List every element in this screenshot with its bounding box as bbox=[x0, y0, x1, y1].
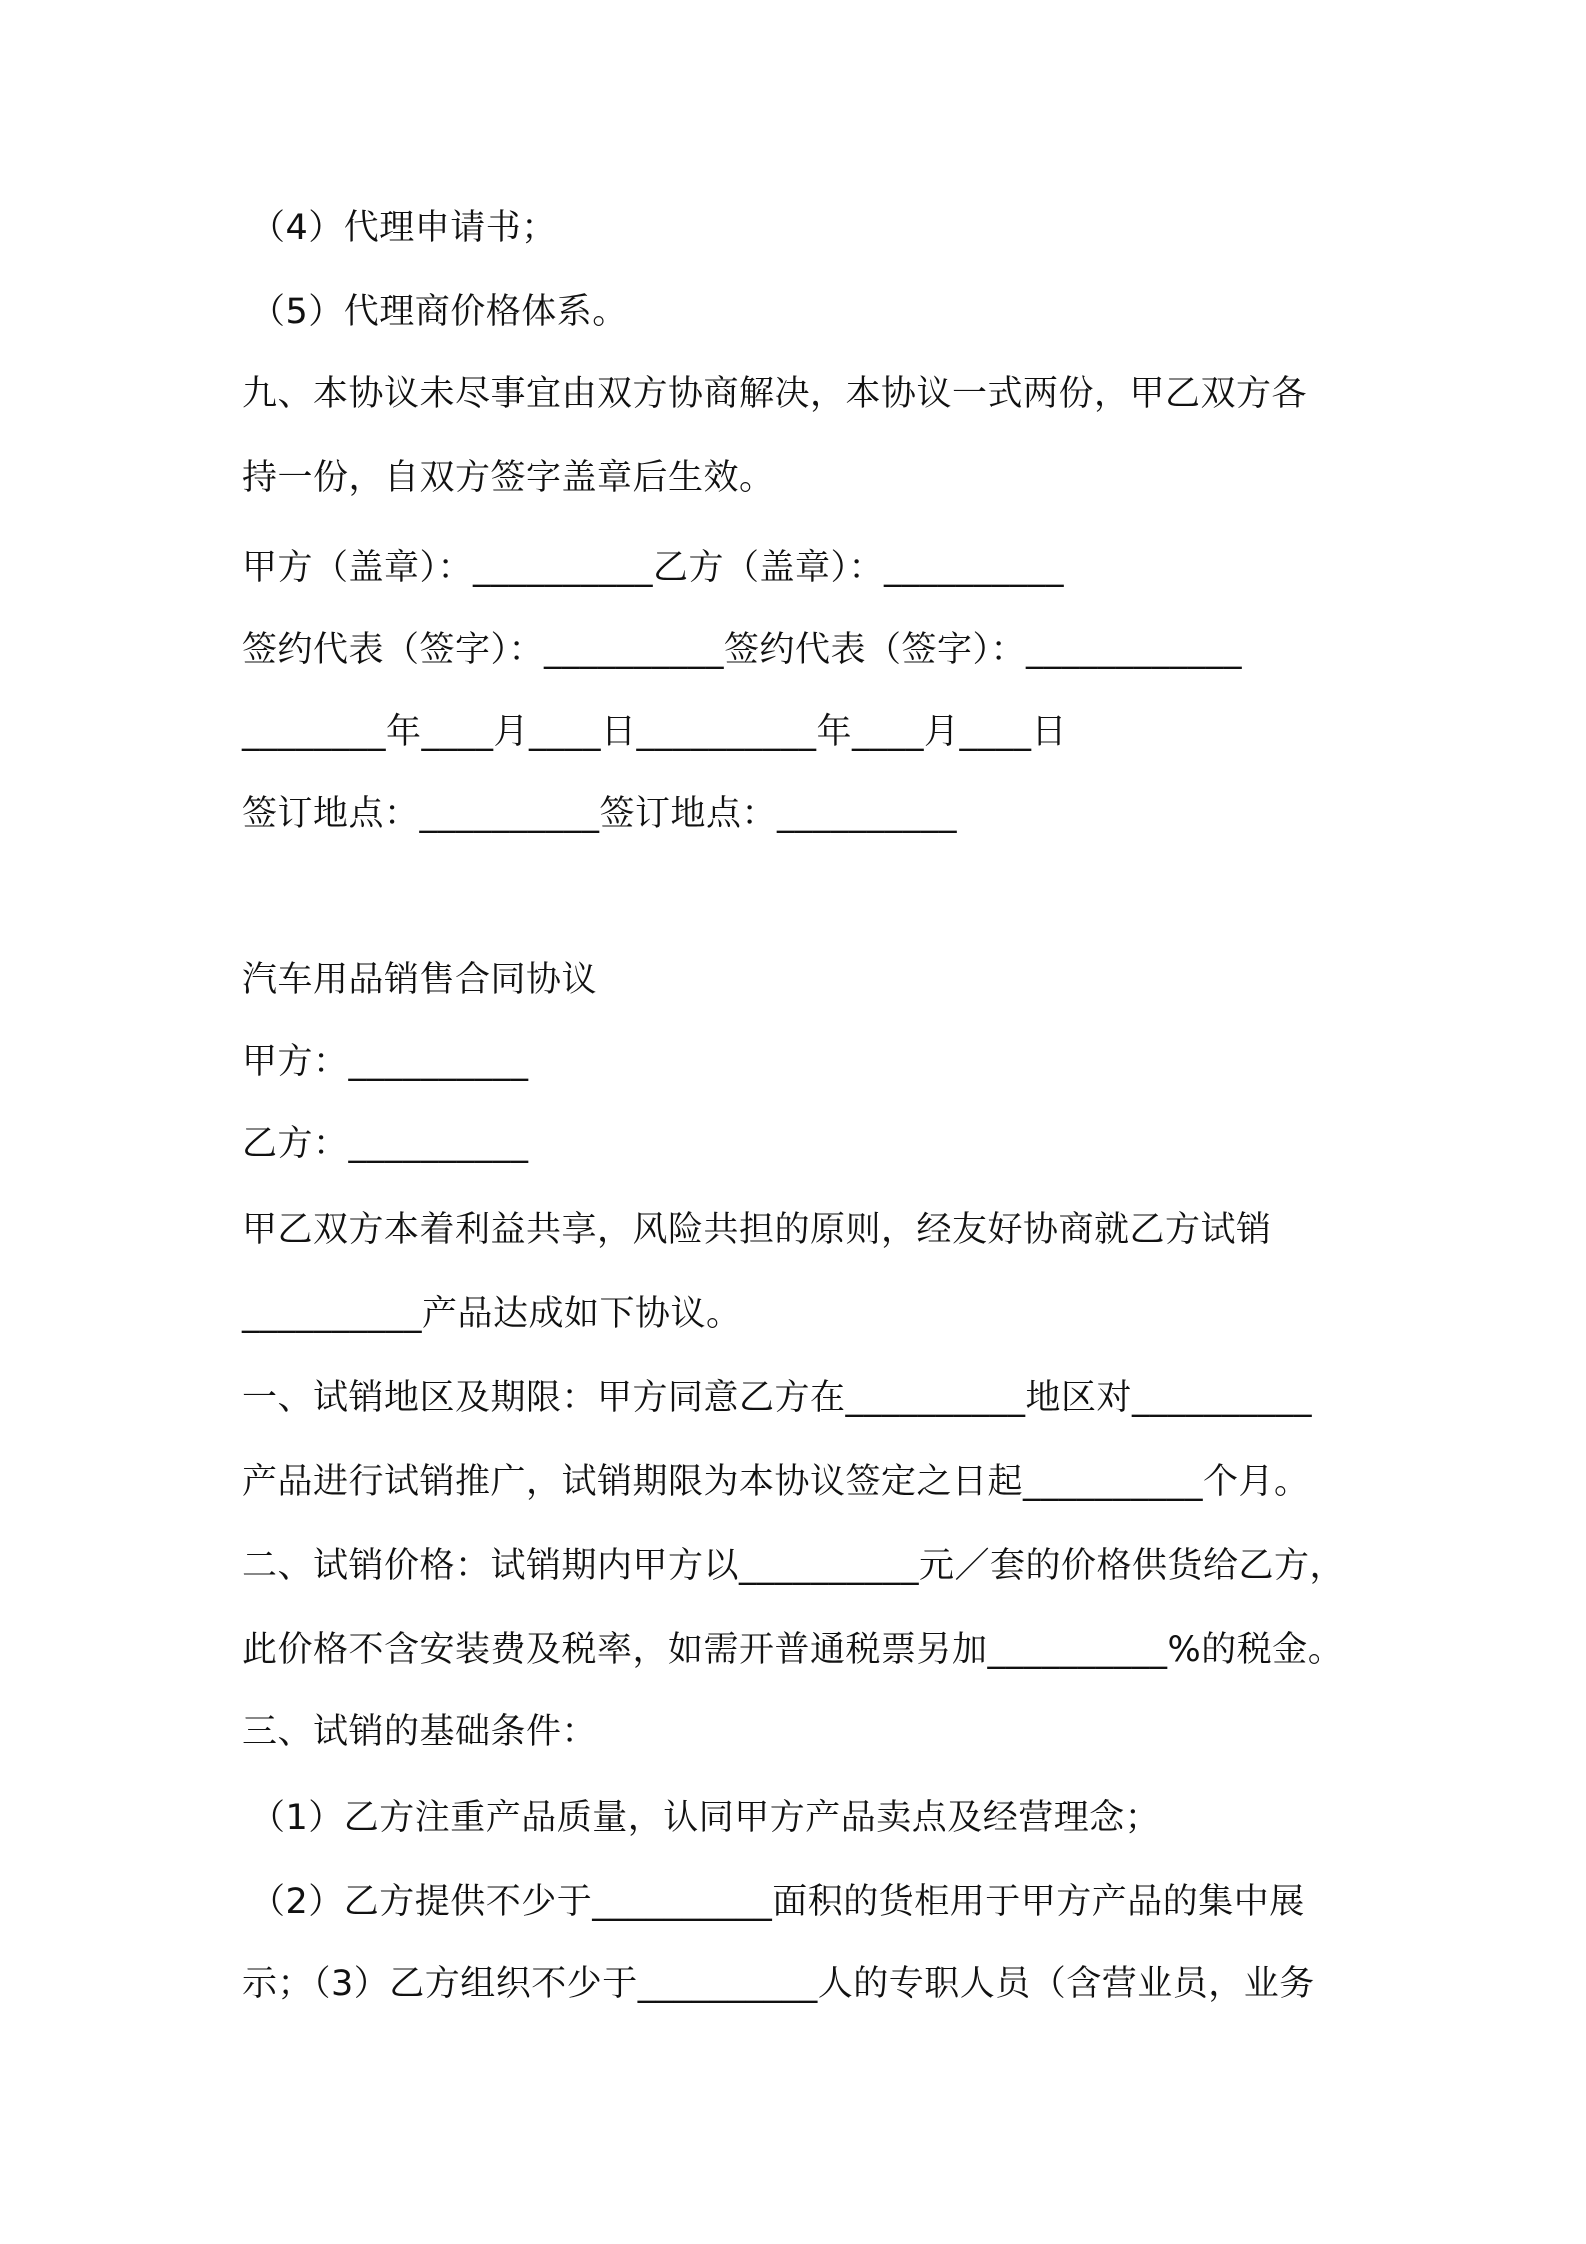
clause-nine-line-1: 九、本协议未尽事宜由双方协商解决，本协议一式两份，甲乙双方各 bbox=[242, 374, 1308, 414]
clause-two-line-2: 此价格不含安装费及税率，如需开普通税票另加__________%的税金。 bbox=[242, 1630, 1344, 1670]
intro-paragraph-line-1: 甲乙双方本着利益共享，风险共担的原则，经友好协商就乙方试销 bbox=[242, 1210, 1272, 1250]
party-a-line: 甲方：__________ bbox=[242, 1042, 529, 1082]
condition-item-2-line-1: （2）乙方提供不少于__________面积的货柜用于甲方产品的集中展 bbox=[250, 1882, 1305, 1922]
condition-item-2-line-2: 示；（3）乙方组织不少于__________人的专职人员（含营业员，业务 bbox=[242, 1964, 1315, 2004]
signing-date-line: ________年____月____日__________年____月____日 bbox=[242, 712, 1068, 752]
condition-item-1: （1）乙方注重产品质量，认同甲方产品卖点及经营理念； bbox=[250, 1798, 1161, 1838]
clause-nine-line-2: 持一份，自双方签字盖章后生效。 bbox=[242, 458, 775, 498]
signing-place-line: 签订地点：__________签订地点：__________ bbox=[242, 794, 958, 834]
clause-one-line-1: 一、试销地区及期限：甲方同意乙方在__________地区对__________ bbox=[242, 1378, 1313, 1418]
document-title: 汽车用品销售合同协议 bbox=[242, 960, 598, 1000]
intro-paragraph-line-2: __________产品达成如下协议。 bbox=[242, 1294, 742, 1334]
clause-one-line-2: 产品进行试销推广，试销期限为本协议签定之日起__________个月。 bbox=[242, 1462, 1310, 1502]
representative-signature-line: 签约代表（签字）：__________签约代表（签字）：____________ bbox=[242, 630, 1243, 670]
clause-two-line-1: 二、试销价格：试销期内甲方以__________元／套的价格供货给乙方， bbox=[242, 1546, 1346, 1586]
list-item-agent-price-system: （5）代理商价格体系。 bbox=[250, 292, 628, 332]
party-b-line: 乙方：__________ bbox=[242, 1124, 529, 1164]
clause-three-heading: 三、试销的基础条件： bbox=[242, 1712, 598, 1752]
list-item-agency-application: （4）代理申请书； bbox=[250, 208, 557, 248]
party-seal-line: 甲方（盖章）：__________乙方（盖章）：__________ bbox=[242, 548, 1065, 588]
